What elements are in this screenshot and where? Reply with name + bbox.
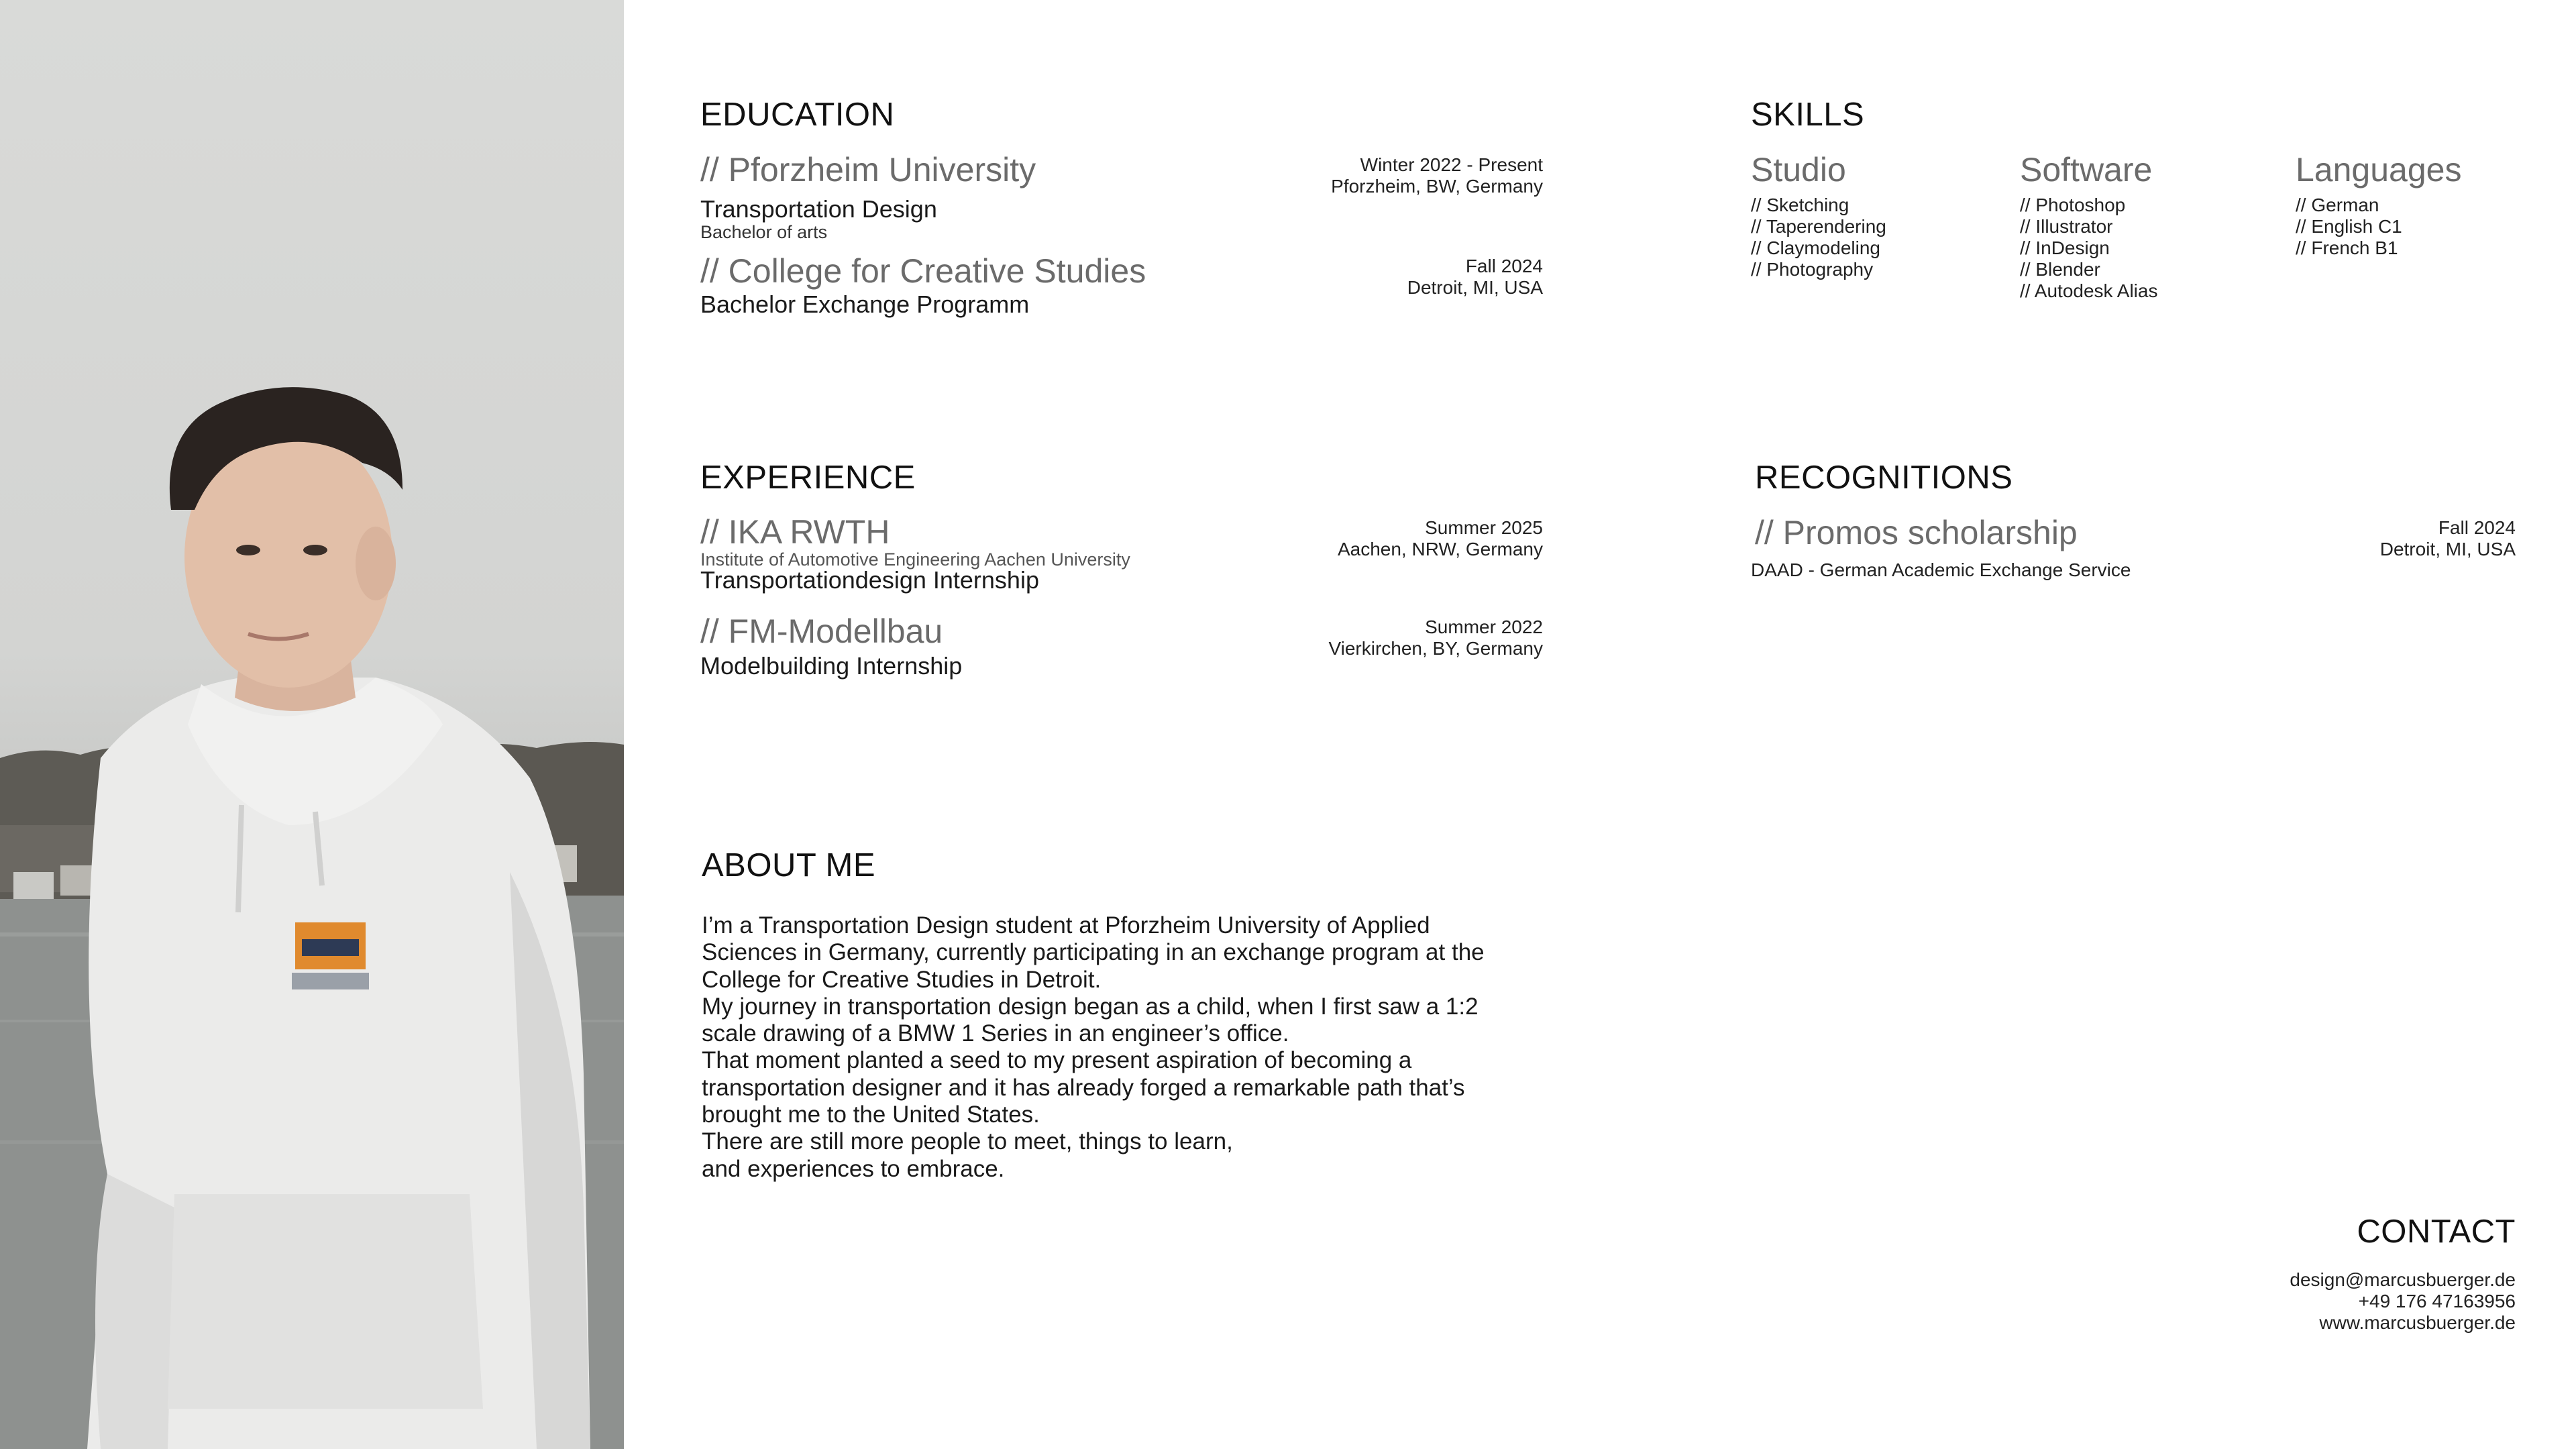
experience-entry-subtitle: Modelbuilding Internship bbox=[700, 652, 963, 680]
education-entry-title: // College for Creative Studies bbox=[700, 252, 1146, 290]
experience-entry-note: Institute of Automotive Engineering Aachen University bbox=[700, 549, 1130, 570]
education-entry-date: Fall 2024 bbox=[1465, 256, 1543, 276]
contact-details bbox=[2290, 1269, 2516, 1334]
skills-column-title: Languages bbox=[2296, 151, 2462, 189]
experience-entry-meta bbox=[1328, 616, 1543, 659]
about-line: and experiences to embrace. bbox=[702, 1155, 1005, 1182]
about-line: College for Creative Studies in Detroit. bbox=[702, 966, 1102, 993]
experience-entry-title: // IKA RWTH bbox=[700, 513, 890, 551]
skill-item: // Illustrator bbox=[2020, 216, 2113, 237]
education-entry-subtitle: Transportation Design bbox=[700, 195, 937, 223]
skill-item: // Photoshop bbox=[2020, 195, 2126, 215]
skills-column-title: Software bbox=[2020, 151, 2153, 189]
skill-item: // InDesign bbox=[2020, 237, 2110, 258]
education-heading: EDUCATION bbox=[700, 97, 895, 133]
skill-item: // German bbox=[2296, 195, 2379, 215]
about-line: Sciences in Germany, currently participating in an exchange program at the bbox=[702, 939, 1485, 966]
education-entry-meta bbox=[1407, 256, 1543, 299]
recognition-entry-location: Detroit, MI, USA bbox=[2379, 539, 2516, 559]
experience-entry-date: Summer 2025 bbox=[1425, 517, 1543, 538]
skill-item: // Claymodeling bbox=[1751, 237, 1880, 258]
experience-entry-date: Summer 2022 bbox=[1425, 616, 1543, 637]
education-entry-meta bbox=[1331, 154, 1543, 197]
skill-item: // Taperendering bbox=[1751, 216, 1886, 237]
about-line: I’m a Transportation Design student at Pforzheim University of Applied bbox=[702, 912, 1430, 938]
about-line: scale drawing of a BMW 1 Series in an engineer’s office. bbox=[702, 1020, 1289, 1047]
recognition-entry-meta bbox=[2380, 517, 2516, 560]
education-entry-subtitle: Bachelor Exchange Programm bbox=[700, 290, 1030, 318]
experience-entry-location: Aachen, NRW, Germany bbox=[1337, 539, 1543, 559]
contact-phone: +49 176 47163956 bbox=[2358, 1291, 2516, 1311]
recognitions-heading: RECOGNITIONS bbox=[1755, 460, 2013, 496]
experience-entry-subtitle: Transportationdesign Internship bbox=[700, 566, 1039, 594]
skill-item: // English C1 bbox=[2296, 216, 2402, 237]
education-entry-note: Bachelor of arts bbox=[700, 222, 828, 242]
education-entry-date: Winter 2022 - Present bbox=[1360, 154, 1543, 175]
skills-column-languages bbox=[2296, 150, 2461, 259]
about-line: That moment planted a seed to my present aspiration of becoming a bbox=[702, 1047, 1412, 1074]
skills-column-title: Studio bbox=[1751, 151, 1846, 189]
portrait-photo bbox=[0, 0, 624, 1449]
about-text bbox=[702, 912, 1485, 1183]
contact-email-link[interactable]: design@marcusbuerger.de bbox=[2290, 1269, 2516, 1290]
skill-item: // French B1 bbox=[2296, 237, 2398, 258]
skills-column-software bbox=[2020, 150, 2157, 302]
recognition-entry-title: // Promos scholarship bbox=[1755, 514, 2078, 551]
skills-heading: SKILLS bbox=[1751, 97, 1865, 133]
education-entry-location: Detroit, MI, USA bbox=[1407, 277, 1543, 298]
skills-column-studio bbox=[1751, 150, 1886, 280]
skill-item: // Blender bbox=[2020, 259, 2100, 280]
about-heading: ABOUT ME bbox=[702, 847, 876, 883]
about-line: brought me to the United States. bbox=[702, 1102, 1040, 1128]
portrait-illustration bbox=[0, 0, 624, 1449]
experience-entry-title: // FM-Modellbau bbox=[700, 612, 943, 650]
recognition-entry-date: Fall 2024 bbox=[2438, 517, 2516, 538]
about-line: My journey in transportation design began as a child, when I first saw a 1:2 bbox=[702, 993, 1479, 1020]
about-line: transportation designer and it has already forged a remarkable path that’s bbox=[702, 1074, 1465, 1101]
education-entry-location: Pforzheim, BW, Germany bbox=[1331, 176, 1543, 197]
experience-heading: EXPERIENCE bbox=[700, 460, 916, 496]
recognition-entry-subtitle: DAAD - German Academic Exchange Service bbox=[1751, 559, 2131, 580]
contact-heading: CONTACT bbox=[2357, 1214, 2516, 1250]
skill-item: // Sketching bbox=[1751, 195, 1849, 215]
contact-website-link[interactable]: www.marcusbuerger.de bbox=[2319, 1312, 2516, 1333]
about-line: There are still more people to meet, things to learn, bbox=[702, 1128, 1233, 1155]
skill-item: // Autodesk Alias bbox=[2020, 280, 2158, 301]
skill-item: // Photography bbox=[1751, 259, 1874, 280]
education-entry-title: // Pforzheim University bbox=[700, 151, 1036, 189]
experience-entry-meta bbox=[1338, 517, 1543, 560]
experience-entry-location: Vierkirchen, BY, Germany bbox=[1328, 638, 1543, 659]
